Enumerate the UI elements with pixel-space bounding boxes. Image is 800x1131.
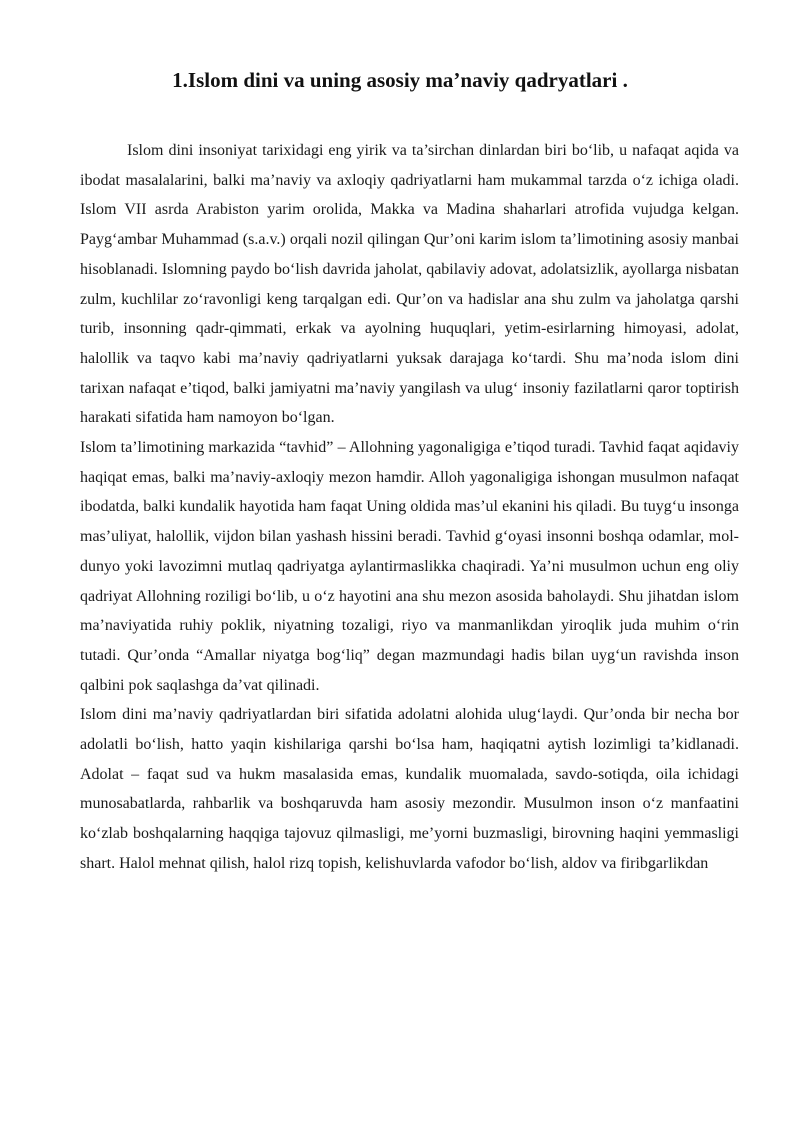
document-body xyxy=(80,136,739,879)
paragraph-intro: Islom dini insoniyat tarixidagi eng yirik va ta’sirchan dinlardan biri bo‘lib, u nafaqat aqida va ibodat masalalarini, balki ma’naviy va axloqiy qadriyatlarni ham mukammal tarzda o‘z ichiga oladi. Islom VII asrda Arabiston yarim orolida, Makka va Madina shaharlari atrofida vujudga kelgan. Payg‘ambar Muhammad (s.a.v.) orqali nozil qilingan Qur’oni karim islom ta’limotining asosiy manbai hisoblanadi. Islomning paydo bo‘lish davrida jaholat, qabilaviy adovat, adolatsizlik, ayollarga nisbatan zulm, kuchlilar zo‘ravonligi keng tarqalgan edi. Qur’on va hadislar ana shu zulm va jaholatga qarshi turib, insonning qadr-qimmati, erkak va ayolning huquqlari, yetim-esirlarning himoyasi, adolat, halollik va taqvo kabi ma’naviy qadriyatlarni yuksak darajaga ko‘tardi. Shu ma’noda islom dini tarixan nafaqat e’tiqod, balki jamiyatni ma’naviy yangilash va ulug‘ insoniy fazilatlarni qaror toptirish harakati sifatida ham namoyon bo‘lgan. xyxy=(80,142,739,427)
page-title: 1.Islom dini va uning asosiy ma’naviy qadryatlari . xyxy=(172,68,628,92)
paragraph-tavhid: Islom ta’limotining markazida “tavhid” – Allohning yagonaligiga e’tiqod turadi. Tavhid faqat aqidaviy haqiqat emas, balki ma’naviy-axloqiy mezon hamdir. Alloh yagonaligiga ishongan musulmon nafaqat ibodatda, balki kundalik hayotida ham faqat Uning oldida mas’ul ekanini his qiladi. Bu tuyg‘u insonga mas’uliyat, halollik, vijdon bilan yashash hissini beradi. Tavhid g‘oyasi insonni boshqa odamlar, mol-dunyo yoki lavozimni mutlaq qadriyatga aylantirmaslikka chaqiradi. Ya’ni musulmon uchun eng oliy qadriyat Allohning roziligi bo‘lib, u o‘z hayotini ana shu mezon asosida baholaydi. Shu jihatdan islom ma’naviyatida ruhiy poklik, niyatning tozaligi, riyo va manmanlikdan yiroqlik juda muhim o‘rin tutadi. Qur’onda “Amallar niyatga bog‘liq” degan mazmundagi hadis bilan uyg‘un ravishda inson qalbini pok saqlashga da’vat qilinadi. xyxy=(80,439,739,694)
paragraph-adolat: Islom dini ma’naviy qadriyatlardan biri sifatida adolatni alohida ulug‘laydi. Qur’onda bir necha bor adolatli bo‘lish, hatto yaqin kishilariga qarshi bo‘lsa ham, haqiqatni aytish lozimligi ta’kidlanadi. Adolat – faqat sud va hukm masalasida emas, kundalik muomalada, savdo-sotiqda, oila ichidagi munosabatlarda, rahbarlik va boshqaruvda ham asosiy mezondir. Musulmon inson o‘z manfaatini ko‘zlab boshqalarning haqqiga tajovuz qilmasligi, me’yorni buzmasligi, birovning haqini yemmasligi shart. Halol mehnat qilish, halol rizq topish, kelishuvlarda vafodor bo‘lish, aldov va firibgarlikdan xyxy=(80,706,739,872)
